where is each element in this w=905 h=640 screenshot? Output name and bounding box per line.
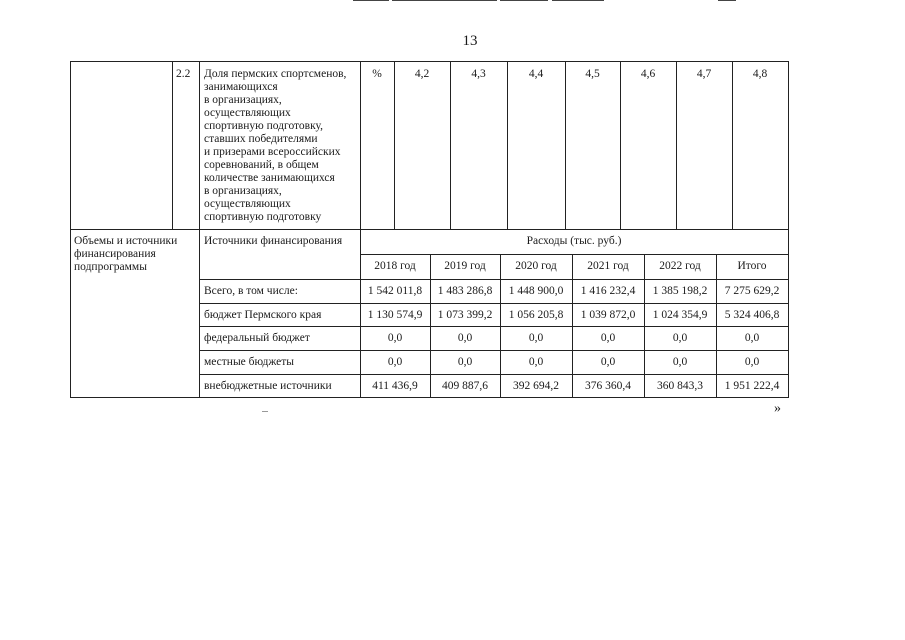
- finance-value: 0,0: [672, 356, 688, 368]
- finance-value: 0,0: [457, 332, 473, 344]
- grid-vline: [644, 254, 645, 397]
- finance-value: 0,0: [744, 332, 760, 344]
- year-header: Итого: [737, 260, 767, 272]
- indicator-name-line: осуществляющих: [204, 107, 291, 119]
- grid-vline: [572, 254, 573, 397]
- grid-vline: [676, 61, 677, 229]
- finance-value: 0,0: [672, 332, 688, 344]
- sources-header: Источники финансирования: [204, 235, 343, 247]
- finance-value: 1 542 011,8: [367, 285, 423, 297]
- indicator-value: 4,2: [414, 68, 430, 80]
- finance-row-label: бюджет Пермского края: [204, 309, 322, 321]
- indicator-unit: %: [372, 68, 382, 80]
- grid-hline: [70, 61, 789, 62]
- grid-vline: [430, 254, 431, 397]
- expenses-header: Расходы (тыс. руб.): [526, 235, 622, 247]
- grid-vline: [507, 61, 508, 229]
- grid-hline: [199, 279, 789, 280]
- grid-hline: [199, 350, 789, 351]
- grid-hline: [199, 326, 789, 327]
- indicator-value: 4,4: [528, 68, 544, 80]
- grid-vline: [394, 61, 395, 229]
- indicator-name-line: ставших победителями: [204, 133, 318, 145]
- year-header: 2018 год: [374, 260, 416, 272]
- finance-title-line: подпрограммы: [74, 261, 147, 273]
- indicator-name-line: спортивную подготовку,: [204, 120, 323, 132]
- scan-mark: [353, 0, 389, 1]
- finance-value: 5 324 406,8: [724, 309, 780, 321]
- finance-value: 0,0: [387, 332, 403, 344]
- finance-value: 1 039 872,0: [580, 309, 636, 321]
- finance-value: 1 073 399,2: [437, 309, 493, 321]
- finance-row-label: федеральный бюджет: [204, 332, 310, 344]
- grid-vline: [500, 254, 501, 397]
- finance-row-label: внебюджетные источники: [204, 380, 332, 392]
- year-header: 2021 год: [587, 260, 629, 272]
- finance-value: 411 436,9: [372, 380, 418, 392]
- finance-value: 409 887,6: [442, 380, 488, 392]
- indicator-value: 4,5: [585, 68, 600, 80]
- finance-value: 0,0: [744, 356, 760, 368]
- finance-value: 0,0: [528, 332, 544, 344]
- scan-speck: [262, 411, 268, 412]
- indicator-number: 2.2: [176, 68, 191, 80]
- indicator-name-line: Доля пермских спортсменов,: [204, 68, 347, 80]
- grid-vline: [199, 61, 200, 229]
- finance-value: 0,0: [600, 356, 616, 368]
- finance-value: 0,0: [387, 356, 403, 368]
- indicator-value: 4,3: [471, 68, 486, 80]
- finance-value: 1 483 286,8: [437, 285, 493, 297]
- indicator-name-line: количестве занимающихся: [204, 172, 335, 184]
- grid-vline: [450, 61, 451, 229]
- grid-vline: [565, 61, 566, 229]
- finance-value: 376 360,4: [585, 380, 631, 392]
- finance-value: 0,0: [457, 356, 473, 368]
- page-number: 13: [462, 33, 478, 49]
- indicator-value: 4,6: [640, 68, 656, 80]
- indicator-name-line: в организациях,: [204, 94, 282, 106]
- indicator-value: 4,8: [752, 68, 768, 80]
- grid-vline: [716, 254, 717, 397]
- scan-mark: [718, 0, 736, 1]
- indicator-name-line: спортивную подготовку: [204, 211, 322, 223]
- closing-quote: »: [774, 401, 781, 416]
- finance-value: 1 056 205,8: [508, 309, 564, 321]
- indicator-name-line: занимающихся: [204, 81, 278, 93]
- scan-mark: [552, 0, 604, 1]
- grid-vline: [788, 229, 789, 397]
- finance-value: 1 385 198,2: [652, 285, 708, 297]
- grid-vline: [620, 61, 621, 229]
- year-header: 2020 год: [515, 260, 557, 272]
- grid-hline: [70, 397, 789, 398]
- indicator-name-line: и призерами всероссийских: [204, 146, 341, 158]
- indicator-name-line: осуществляющих: [204, 198, 291, 210]
- finance-value: 0,0: [600, 332, 616, 344]
- finance-value: 1 448 900,0: [508, 285, 564, 297]
- grid-hline: [70, 229, 789, 230]
- indicator-name-line: в организациях,: [204, 185, 282, 197]
- grid-hline: [199, 374, 789, 375]
- finance-row-label: местные бюджеты: [204, 356, 295, 368]
- indicator-name-line: соревнований, в общем: [204, 159, 319, 171]
- indicator-value: 4,7: [696, 68, 712, 80]
- scan-mark: [500, 0, 548, 1]
- grid-vline: [788, 61, 789, 229]
- finance-value: 7 275 629,2: [724, 285, 780, 297]
- year-header: 2019 год: [444, 260, 486, 272]
- grid-vline: [360, 61, 361, 229]
- finance-title-line: Объемы и источники: [74, 235, 178, 247]
- finance-value: 1 130 574,9: [367, 309, 423, 321]
- grid-vline: [732, 61, 733, 229]
- finance-value: 1 951 222,4: [724, 380, 780, 392]
- finance-row-label: Всего, в том числе:: [204, 285, 298, 297]
- grid-hline: [199, 303, 789, 304]
- finance-value: 1 024 354,9: [652, 309, 708, 321]
- year-header: 2022 год: [659, 260, 701, 272]
- scan-mark: [392, 0, 497, 1]
- finance-value: 1 416 232,4: [580, 285, 636, 297]
- grid-vline: [199, 229, 200, 397]
- grid-vline: [172, 61, 173, 229]
- grid-vline: [70, 61, 71, 229]
- finance-value: 0,0: [528, 356, 544, 368]
- grid-vline: [70, 229, 71, 397]
- finance-value: 360 843,3: [657, 380, 703, 392]
- finance-title-line: финансирования: [74, 248, 156, 260]
- grid-hline: [360, 254, 789, 255]
- finance-value: 392 694,2: [513, 380, 559, 392]
